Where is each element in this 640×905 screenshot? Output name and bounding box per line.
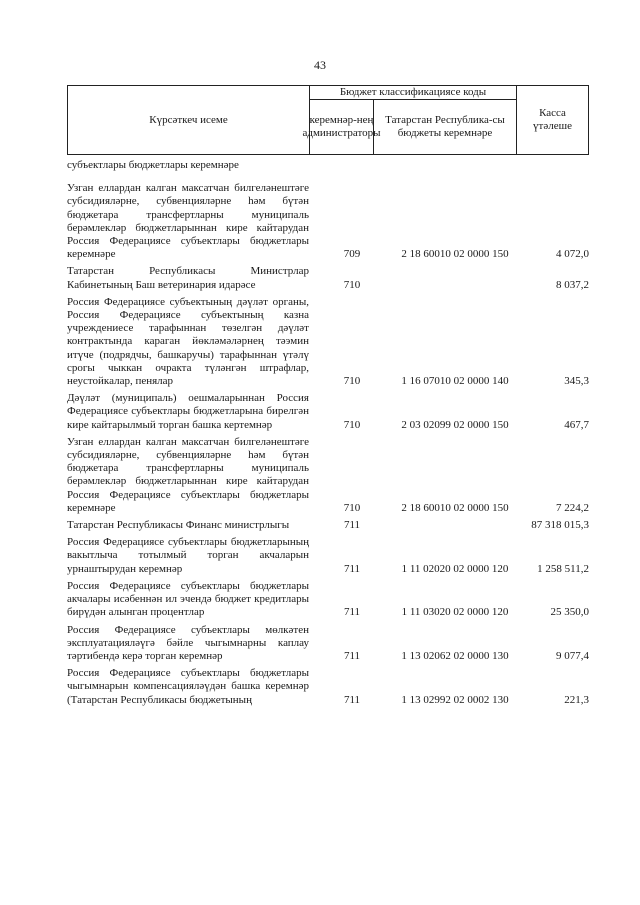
page-number: 43 <box>314 58 326 72</box>
header-indicator-label: Күрсәткеч исеме <box>149 113 228 126</box>
table-body <box>67 155 589 707</box>
row-cash: 8 037,2 <box>556 278 589 291</box>
table-row <box>67 296 589 388</box>
row-name: Узган еллардан калган максатчан билгеләнештәге субсидияләрне, субвенцияләрне һәм бүтән бюджетара трансфертларны муниципаль берәмлекләр бюджетларыннан кире кайтарудан Россия Федерациясе субъектлары бюджетлары керемнәре <box>67 182 309 261</box>
table-row <box>67 667 589 707</box>
header-revenue-label: Татарстан Республика-сы бюджеты керемнәре <box>385 114 505 139</box>
row-cash: 221,3 <box>564 693 589 706</box>
row-admin-code: 710 <box>343 278 361 291</box>
header-admin-label: керемнәр-нең администраторы <box>302 114 381 139</box>
table-row <box>67 392 589 432</box>
row-admin-code: 710 <box>343 501 361 514</box>
row-name: Татарстан Республикасы Министрлар Кабинетының Баш ветеринария идарәсе <box>67 265 309 291</box>
table-row <box>67 580 589 620</box>
row-revenue-code: 1 11 02020 02 0000 120 <box>401 562 509 575</box>
row-revenue-code: 1 16 07010 02 0000 140 <box>401 375 509 388</box>
table-row <box>67 182 589 261</box>
row-cash: 345,3 <box>564 375 589 388</box>
row-revenue-code: 2 18 60010 02 0000 150 <box>401 248 509 261</box>
row-admin-code: 710 <box>343 418 361 431</box>
row-name: Россия Федерациясе субъектлары бюджетлары чыгымнарын компенсацияләүдән башка керемнәр (Татарстан Республикасы бюджетының <box>67 667 309 706</box>
row-cash: 467,7 <box>564 418 589 431</box>
row-name: Дәүләт (муниципаль) оешмаларыннан Россия Федерациясе субъектлары бюджетларына бирелгән кире кайтарылмый торган башка кертемнәр <box>67 392 309 431</box>
row-admin-code: 711 <box>343 519 361 532</box>
table-row <box>67 624 589 664</box>
row-name: Узган еллардан калган максатчан билгеләнештәге субсидияләрне, субвенцияләрне һәм бүтән бюджетара трансфертларны муниципаль берәмлекләр бюджетларыннан кире кайтарудан Россия Федерациясе субъектлары бюджетлары керемнәре <box>67 435 309 514</box>
table-header <box>67 85 589 155</box>
row-admin-code: 709 <box>343 248 361 261</box>
row-cash: 9 077,4 <box>556 649 589 662</box>
row-name: Россия Федерациясе субъектының дәүләт органы, Россия Федерациясе субъектының казна учреждениесе тарафыннан төзелгән дәүләт контрактында караган йөкләмәләрнең тәэмин итүче (подрядчы, башкаручы) тарафыннан үтәлү срогы чыккан очракта түләнгән штрафлар, неустойкалар, пенялар <box>67 295 309 388</box>
header-indicator <box>67 85 310 155</box>
header-budget-class <box>309 85 517 100</box>
header-revenue <box>373 99 517 155</box>
row-cash: 1 258 511,2 <box>537 562 589 575</box>
row-name: субъектлары бюджетлары керемнәре <box>67 159 239 171</box>
row-name: Россия Федерациясе субъектлары мөлкәтен эксплуатацияләүгә бәйле чыгымнарны каплау тәртибендә керә торган керемнәр <box>67 623 309 662</box>
header-cash <box>516 85 589 155</box>
row-name: Татарстан Республикасы Финанс министрлыгы <box>67 519 290 532</box>
row-cash: 25 350,0 <box>550 606 589 619</box>
row-cash: 4 072,0 <box>556 248 589 261</box>
row-revenue-code: 2 03 02099 02 0000 150 <box>401 418 509 431</box>
header-cash-label: Касса үтәлеше <box>533 107 572 132</box>
row-revenue-code: 2 18 60010 02 0000 150 <box>401 501 509 514</box>
row-cash: 87 318 015,3 <box>531 519 589 532</box>
row-revenue-code: 1 11 03020 02 0000 120 <box>401 606 509 619</box>
row-name: Россия Федерациясе субъектлары бюджетларының вакытлыча тотылмый торган акчаларын урнаштырудан керемнәр <box>67 536 309 575</box>
row-revenue-code: 1 13 02062 02 0000 130 <box>401 649 509 662</box>
row-cash: 7 224,2 <box>556 501 589 514</box>
row-admin-code: 710 <box>343 375 361 388</box>
table-row <box>67 436 589 515</box>
row-revenue-code: 1 13 02992 02 0002 130 <box>401 693 509 706</box>
header-budget-class-label: Бюджет классификациясе коды <box>339 86 487 98</box>
header-admin <box>302 99 381 155</box>
table-row <box>67 159 589 172</box>
table-row <box>67 519 589 532</box>
row-admin-code: 711 <box>343 649 361 662</box>
row-admin-code: 711 <box>343 693 361 706</box>
row-admin-code: 711 <box>343 562 361 575</box>
row-name: Россия Федерациясе субъектлары бюджетлары акчалары исәбеннән ил эчендә бюджет кредитлары бирүдән алынган процентлар <box>67 579 309 619</box>
table-row <box>67 265 589 291</box>
row-admin-code: 711 <box>343 606 361 619</box>
table-row <box>67 536 589 576</box>
